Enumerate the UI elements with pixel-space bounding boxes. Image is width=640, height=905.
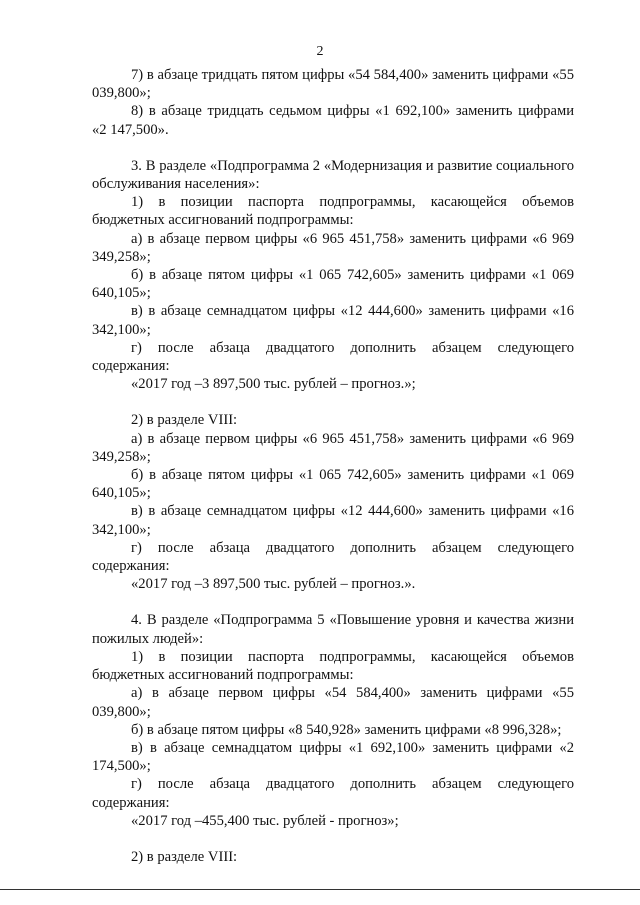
paragraph-spacer (92, 593, 574, 611)
paragraph-spacer (92, 393, 574, 411)
paragraph-spacer (92, 830, 574, 848)
paragraph: г) после абзаца двадцатого дополнить абзацем следующего содержания: (92, 339, 574, 375)
paragraph: «2017 год –3 897,500 тыс. рублей – прогноз.»; (131, 376, 416, 393)
paragraph: 1) в позиции паспорта подпрограммы, касающейся объемов бюджетных ассигнований подпрограммы: (92, 648, 574, 684)
paragraph: 8) в абзаце тридцать седьмом цифры «1 692,100» заменить цифрами «2 147,500». (92, 103, 574, 138)
paragraph: «2017 год –3 897,500 тыс. рублей – прогноз.». (131, 576, 416, 593)
paragraph: 2) в разделе VIII: (131, 848, 238, 865)
footer-rule (0, 889, 640, 890)
paragraph: г) после абзаца двадцатого дополнить абзацем следующего содержания: (92, 539, 574, 575)
paragraph: 2) в разделе VIII: (131, 412, 238, 429)
paragraph: в) в абзаце семнадцатом цифры «1 692,100» заменить цифрами «2 174,500»; (92, 739, 574, 775)
paragraph: 7) в абзаце тридцать пятом цифры «54 584,400» заменить цифрами «55 039,800»; (92, 67, 574, 102)
paragraph: 4. В разделе «Подпрограмма 5 «Повышение уровня и качества жизни пожилых людей»: (92, 612, 574, 647)
paragraph: б) в абзаце пятом цифры «8 540,928» заменить цифрами «8 996,328»; (131, 721, 562, 738)
paragraph-spacer (92, 139, 574, 157)
paragraph: в) в абзаце семнадцатом цифры «12 444,600» заменить цифрами «16 342,100»; (92, 303, 574, 338)
paragraph: 3. В разделе «Подпрограмма 2 «Модернизация и развитие социального обслуживания населения»: (92, 157, 574, 193)
paragraph: а) в абзаце первом цифры «6 965 451,758» заменить цифрами «6 969 349,258»; (92, 430, 574, 465)
paragraph: в) в абзаце семнадцатом цифры «12 444,600» заменить цифрами «16 342,100»; (92, 503, 574, 538)
paragraph: б) в абзаце пятом цифры «1 065 742,605» заменить цифрами «1 069 640,105»; (92, 267, 574, 302)
paragraph: г) после абзаца двадцатого дополнить абзацем следующего содержания: (92, 776, 574, 811)
document-body (92, 66, 574, 866)
page-number: 2 (316, 44, 324, 59)
paragraph: а) в абзаце первом цифры «6 965 451,758» заменить цифрами «6 969 349,258»; (92, 230, 574, 265)
paragraph: б) в абзаце пятом цифры «1 065 742,605» заменить цифрами «1 069 640,105»; (92, 467, 574, 502)
paragraph: 1) в позиции паспорта подпрограммы, касающейся объемов бюджетных ассигнований подпрограммы: (92, 194, 574, 229)
paragraph: а) в абзаце первом цифры «54 584,400» заменить цифрами «55 039,800»; (92, 685, 574, 720)
paragraph: «2017 год –455,400 тыс. рублей - прогноз»; (131, 812, 399, 829)
